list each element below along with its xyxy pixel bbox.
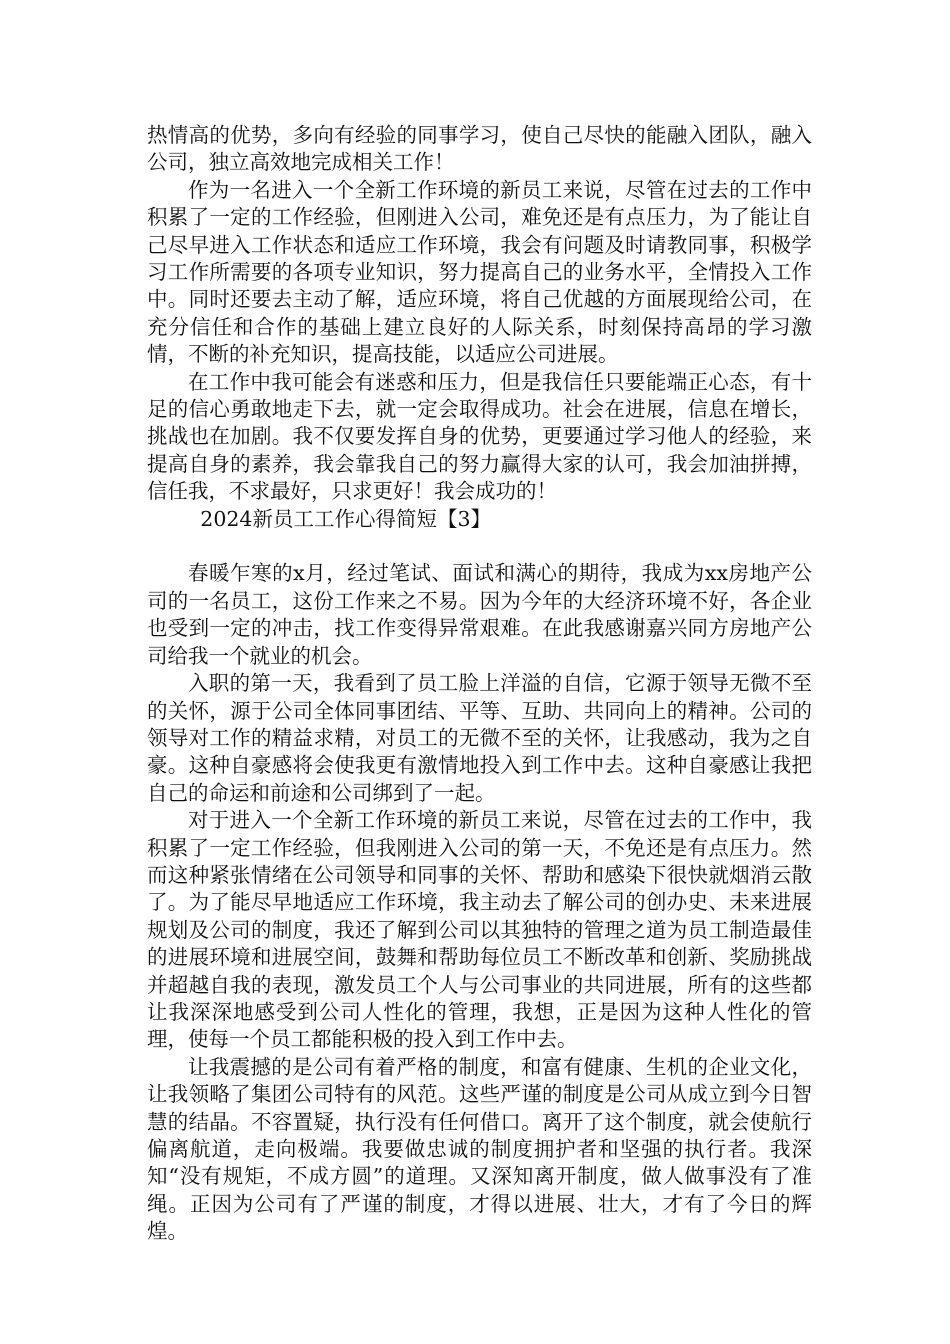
paragraph-new-environment: 对于进入一个全新工作环境的新员工来说，尽管在过去的工作中，我积累了一定工作经验，但我刚进入公司的第一天，不免还是有点压力。然而这种紧张情绪在公司领导和同事的关怀、帮助和感染下很快就烟消云散了。为了能尽早地适应工作环境，我主动去了解公司的创办史、未来进展规划及公司的制度，我还了解到公司以其独特的管理之道为员工制造最佳的进展环境和进展空间，鼓舞和帮助每位员工不断改革和创新、奖励挑战并超越自我的表现，激发员工个人与公司事业的共同进展，所有的这些都让我深深地感受到公司人性化的管理，我想，正是因为这种人性化的管理，使每一个员工都能积极的投入到工作中去。 bbox=[147, 808, 812, 1052]
section-heading: 2024新员工工作心得简短【3】 bbox=[200, 506, 492, 531]
paragraph-continued: 热情高的优势，多向有经验的同事学习，使自己尽快的能融入团队，融入公司，独立高效地完成相关工作！ bbox=[147, 123, 812, 175]
paragraph-confidence: 在工作中我可能会有迷惑和压力，但是我信任只要能端正心态，有十足的信心勇敢地走下去，就一定会取得成功。社会在进展，信息在增长，挑战也在加剧。我不仅要发挥自身的优势，更要通过学习他人的经验，来提高自身的素养，我会靠我自己的努力赢得大家的认可，我会加油拼搏，信任我，不求最好，只求更好！我会成功的！ bbox=[147, 369, 812, 504]
document-body bbox=[147, 122, 812, 1246]
paragraph-joining-company: 春暖乍寒的x月，经过笔试、面试和满心的期待，我成为xx房地产公司的一名员工，这份工作来之不易。因为今年的大经济环境不好，各企业也受到一定的冲击，找工作变得异常艰难。在此我感谢嘉兴同方房地产公司给我一个就业的机会。 bbox=[147, 561, 812, 668]
paragraph-first-day: 入职的第一天，我看到了员工脸上洋溢的自信，它源于领导无微不至的关怀，源于公司全体同事团结、平等、互助、共同向上的精神。公司的领导对工作的精益求精，对员工的无微不至的关怀，让我感动，我为之自豪。这种自豪感将会使我更有激情地投入到工作中去。这种自豪感让我把自己的命运和前途和公司绑到了一起。 bbox=[147, 671, 812, 805]
blank-line bbox=[147, 533, 812, 560]
paragraph-company-rules: 让我震撼的是公司有着严格的制度，和富有健康、生机的企业文化，让我领略了集团公司特有的风范。这些严谨的制度是公司从成立到今日智慧的结晶。不容置疑，执行没有任何借口。离开了这个制度，就会使航行偏离航道，走向极端。我要做忠诚的制度拥护者和坚强的执行者。我深知“没有规矩，不成方圆”的道理。又深知离开制度，做人做事没有了准绳。正因为公司有了严谨的制度，才得以进展、壮大，才有了今日的辉煌。 bbox=[147, 1054, 812, 1244]
paragraph-pressure-adaptation: 作为一名进入一个全新工作环境的新员工来说，尽管在过去的工作中积累了一定的工作经验，但刚进入公司，难免还是有点压力，为了能让自己尽早进入工作状态和适应工作环境，我会有问题及时请教同事，积极学习工作所需要的各项专业知识，努力提高自己的业务水平，全情投入工作中。同时还要去主动了解，适应环境，将自己优越的方面展现给公司，在充分信任和合作的基础上建立良好的人际关系，时刻保持高昂的学习激情，不断的补充知识，提高技能，以适应公司进展。 bbox=[147, 177, 812, 367]
